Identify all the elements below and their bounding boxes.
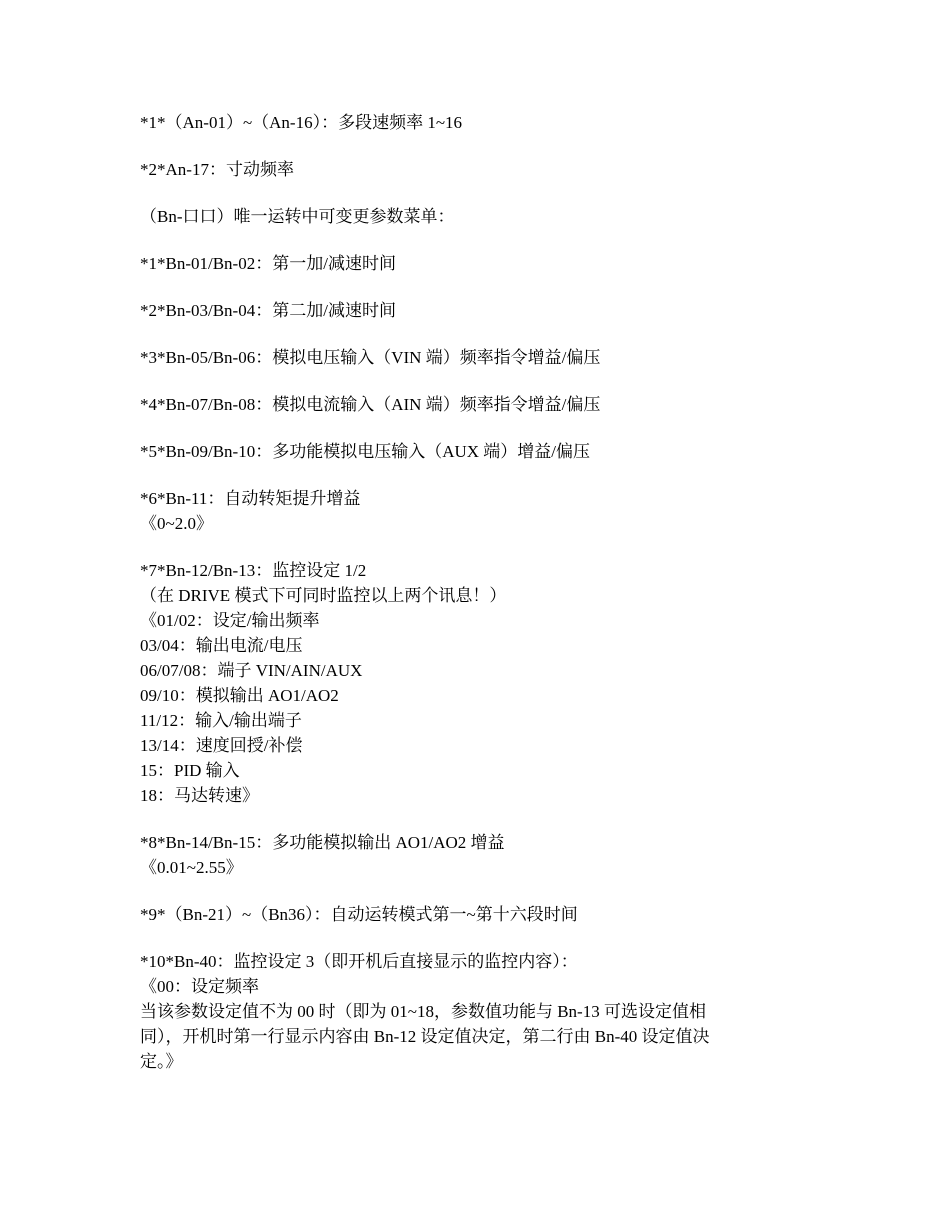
text-line: 当该参数设定值不为 00 时（即为 01~18，参数值功能与 Bn-13 可选设定值相	[140, 1002, 706, 1021]
paragraph-bn-01-02	[140, 251, 800, 276]
text-line: *3*Bn-05/Bn-06：模拟电压输入（VIN 端）频率指令增益/偏压	[140, 348, 601, 367]
text-line: 18：马达转速》	[140, 786, 259, 805]
paragraph-bn-40	[140, 949, 800, 1074]
text-line: 06/07/08：端子 VIN/AIN/AUX	[140, 661, 363, 680]
text-line: *4*Bn-07/Bn-08：模拟电流输入（AIN 端）频率指令增益/偏压	[140, 395, 601, 414]
text-line: 《00：设定频率	[140, 977, 259, 996]
text-line: 15：PID 输入	[140, 761, 240, 780]
text-line: 定。》	[140, 1052, 183, 1071]
text-line: *1*（An-01）~（An-16）：多段速频率 1~16	[140, 113, 463, 132]
text-line: *2*An-17：寸动频率	[140, 160, 294, 179]
text-line: 《0~2.0》	[140, 514, 213, 533]
text-line: *1*Bn-01/Bn-02：第一加/减速时间	[140, 254, 396, 273]
paragraph-bn-21-36	[140, 902, 800, 927]
text-line: *6*Bn-11：自动转矩提升增益	[140, 489, 361, 508]
paragraph-bn-12-13	[140, 558, 800, 808]
paragraph-bn-03-04	[140, 298, 800, 323]
paragraph-bn-05-06	[140, 345, 800, 370]
section-heading: （Bn-口口）唯一运转中可变更参数菜单：	[140, 207, 455, 226]
text-line: 同），开机时第一行显示内容由 Bn-12 设定值决定，第二行由 Bn-40 设定值决	[140, 1027, 710, 1046]
text-line: *10*Bn-40：监控设定 3（即开机后直接显示的监控内容）：	[140, 952, 578, 971]
text-line: 《01/02：设定/输出频率	[140, 611, 320, 630]
paragraph-bn-menu-heading	[140, 204, 800, 229]
text-line: *8*Bn-14/Bn-15：多功能模拟输出 AO1/AO2 增益	[140, 833, 505, 852]
paragraph-bn-14-15	[140, 830, 800, 880]
text-line: 《0.01~2.55》	[140, 858, 243, 877]
paragraph-bn-11	[140, 486, 800, 536]
document-body	[140, 110, 800, 1096]
text-line: （在 DRIVE 模式下可同时监控以上两个讯息！）	[140, 586, 507, 605]
paragraph-an-17	[140, 157, 800, 182]
text-line: 09/10：模拟输出 AO1/AO2	[140, 686, 339, 705]
paragraph-an-01-16	[140, 110, 800, 135]
text-line: *7*Bn-12/Bn-13：监控设定 1/2	[140, 561, 367, 580]
text-line: *9*（Bn-21）~（Bn36）：自动运转模式第一~第十六段时间	[140, 905, 578, 924]
paragraph-bn-07-08	[140, 392, 800, 417]
paragraph-bn-09-10	[140, 439, 800, 464]
text-line: 13/14：速度回授/补偿	[140, 736, 303, 755]
text-line: 03/04：输出电流/电压	[140, 636, 303, 655]
text-line: *5*Bn-09/Bn-10：多功能模拟电压输入（AUX 端）增益/偏压	[140, 442, 591, 461]
text-line: *2*Bn-03/Bn-04：第二加/减速时间	[140, 301, 396, 320]
text-line: 11/12：输入/输出端子	[140, 711, 302, 730]
